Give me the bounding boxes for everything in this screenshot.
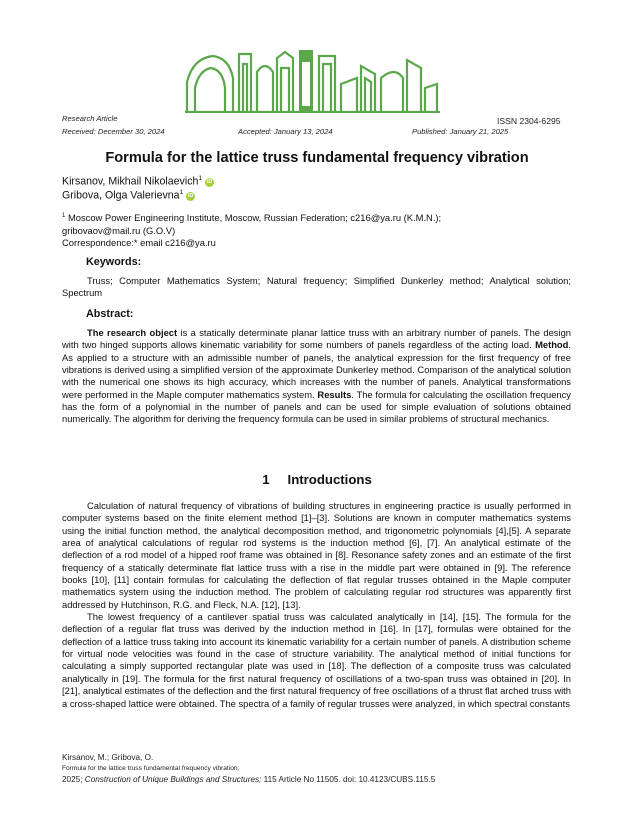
section-title: Introductions: [287, 472, 372, 487]
abstract-method-text: . As applied to a structure with an admissible number of panels, the analytical expression for the first frequency of free vibrations is derived using a simplified version of the approximate Dunkerley method. Comparison of the analytical solution with the numerical one shows its high accuracy, which increases with the number of panels. Analytical transformations were performed in the Maple computer mathematics system.: [62, 339, 571, 400]
footer-year: 2025;: [62, 775, 83, 784]
accepted-date: Accepted: January 13, 2024: [238, 127, 333, 136]
correspondence: Correspondence:* email c216@ya.ru: [62, 237, 216, 249]
affiliation: [62, 210, 582, 250]
author-affiliation-mark: 1: [179, 189, 184, 196]
author-name: Gribova, Olga Valerievna: [62, 189, 180, 202]
footer: [62, 752, 582, 785]
keywords-heading: Keywords:: [86, 256, 142, 268]
author-affiliation-mark: 1: [198, 175, 203, 182]
intro-paragraph-2: The lowest frequency of a cantilever spatial truss was calculated analytically in [14], [15]. The formula for the deflection of a regular flat truss was derived by the induction method in [16]. In [17], formulas were obtained for the deflection of a lattice truss taking into account its kinematic variability for a certain number of panels. A distribution scheme for virtual node velocities was found in the case of structure variability. The analytical method of initial functions for calculating a simply supported rectangular plate was used in [18]. The deflection of a composite truss was calculated analytically in [19]. The formula for the first natural frequency of oscillations of a two-span truss was obtained in [20]. In [21], analytical estimates of the deflection and the first natural frequency of free oscillations of a thrust flat arched truss with a cross-shaped lattice were obtained. The spectra of a family of regular trusses were analyzed, in which spectral constants: [62, 611, 571, 709]
footer-citation: 115 Article No 11505. doi: 10.4123/CUBS.115.5: [261, 775, 436, 784]
author-name: Kirsanov, Mikhail Nikolaevich: [62, 175, 199, 188]
affiliation-line-2: gribovaov@mail.ru (G.O.V): [62, 224, 176, 236]
journal-logo: [185, 48, 440, 113]
orcid-icon[interactable]: iD: [206, 178, 213, 185]
article-type: Research Article: [62, 114, 118, 123]
issn: ISSN 2304-6295: [497, 116, 561, 126]
abstract-method-label: Method: [535, 339, 569, 351]
paper-title: Formula for the lattice truss fundamental frequency vibration: [105, 150, 529, 166]
footer-journal: Construction of Unique Buildings and Structures;: [84, 775, 262, 784]
keywords-body: Truss; Computer Mathematics System; Natural frequency; Simplified Dunkerley method; Analytical solution; Spectrum: [62, 275, 571, 299]
section-number: 1: [262, 472, 270, 487]
affiliation-line-1: Moscow Power Engineering Institute, Moscow, Russian Federation; c216@ya.ru (K.M.N.);: [65, 212, 442, 224]
abstract-object-label: The research object: [87, 327, 178, 338]
published-date: Published: January 21, 2025: [412, 127, 509, 136]
abstract-object-text: is a statically determinate planar lattice truss with an arbitrary number of panels. The design with two hinged supports allows kinematic variability for some numbers of panels regardless of the acting load.: [62, 327, 571, 351]
section-heading: [0, 472, 634, 487]
abstract-results-text: . The formula for calculating the oscillation frequency has the form of a polynomial in the number of panels and can be used for simple evaluation of solutions obtained numerically. The algorithm for deriving the frequency formula can be used in similar problems of structural mechanics.: [62, 388, 571, 425]
author-1: [62, 175, 214, 188]
footer-authors: Kirsanov, M.; Gribova, O.: [62, 753, 154, 762]
intro-paragraph-1: Calculation of natural frequency of vibrations of building structures in engineering practice is usually performed in computer systems based on the finite element method [1]–[3]. Solutions are known in computer mathematics systems using the initial function method, the analytical decomposition method, and trigonometric polynomials [4],[5]. A separate area of analytical calculations of regular rod systems is the induction method [6], [7]. An analytical estimate of the deflection of a rod model of a hipped roof frame was obtained in [8]. Resonance safety zones and an estimate of the first frequency of a statically determinate flat lattice truss with a rise in the middle part were obtained in [9]. The reference books [10], [11] contain formulas for calculating the deflection of flat regular trusses obtained in the Maple computer mathematics system using the induction method. The problem of calculating regular rod structures was apparently first addressed by Hutchinson, R.G. and Fleck, N.A. [12], [13].: [62, 500, 571, 610]
abstract-results-label: Results: [317, 388, 352, 400]
author-2: [62, 189, 195, 202]
abstract-heading: Abstract:: [86, 308, 134, 320]
received-date: Received: December 30, 2024: [62, 127, 165, 136]
footer-title: Formula for the lattice truss fundamental frequency vibration;: [62, 765, 240, 772]
abstract-text: [62, 327, 571, 426]
affiliation-mark: 1: [62, 213, 66, 219]
orcid-icon[interactable]: iD: [187, 192, 194, 199]
keywords-text: [62, 275, 571, 300]
introduction-text: [62, 500, 571, 710]
